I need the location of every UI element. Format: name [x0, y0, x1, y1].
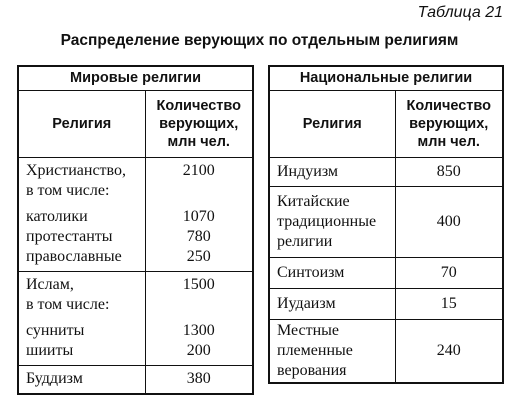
- denomination-count: 250: [186, 247, 211, 265]
- table-caption: Таблица 21: [417, 4, 503, 21]
- table-row: [269, 288, 503, 319]
- religion-name-note: в том числе:: [26, 295, 110, 313]
- national-religions-table: [268, 65, 504, 384]
- denomination-name: католики: [26, 207, 88, 225]
- religion-name: Буддизм: [18, 365, 145, 394]
- religion-name: Иудаизм: [269, 288, 395, 319]
- denomination-count: 780: [186, 227, 211, 245]
- denomination-name: шииты: [26, 341, 74, 359]
- table-row: [269, 319, 503, 383]
- column-header-religion: Религия: [18, 90, 145, 157]
- religion-name: Христианство,: [26, 161, 126, 179]
- believers-count: 70: [395, 257, 503, 288]
- table-row: [269, 157, 503, 186]
- religion-name: Индуизм: [269, 157, 395, 186]
- denomination-count: 200: [186, 341, 211, 359]
- table-row: [269, 186, 503, 257]
- believers-count: 15: [395, 288, 503, 319]
- religion-name: Синтоизм: [269, 257, 395, 288]
- believers-count: 400: [395, 186, 503, 257]
- believers-count: 380: [145, 365, 253, 394]
- believers-count: 2100: [182, 161, 215, 179]
- page-title: Распределение верующих по отдельным религиям: [60, 32, 459, 49]
- religion-name: Ислам,: [26, 275, 74, 293]
- national-religions-heading: Национальные религии: [269, 66, 503, 90]
- religion-cell: [18, 271, 145, 365]
- count-cell: [145, 271, 253, 365]
- religion-cell: [18, 157, 145, 271]
- denomination-name: сунниты: [26, 321, 85, 339]
- world-religions-table: [17, 65, 254, 395]
- religion-name-note: в том числе:: [26, 181, 110, 199]
- believers-count: 240: [395, 319, 503, 383]
- table-row: [18, 271, 253, 365]
- religion-name: Китайские традиционные религии: [269, 186, 395, 257]
- believers-count: 1500: [182, 275, 215, 293]
- believers-count: 850: [395, 157, 503, 186]
- table-row: [18, 365, 253, 394]
- column-header-count: Количество верующих, млн чел.: [395, 90, 503, 157]
- denomination-name: православные: [26, 247, 122, 265]
- table-row: [18, 157, 253, 271]
- world-religions-heading: Мировые религии: [18, 66, 253, 90]
- denomination-count: 1070: [182, 207, 215, 225]
- denomination-name: протестанты: [26, 227, 113, 245]
- count-cell: [145, 157, 253, 271]
- denomination-count: 1300: [182, 321, 215, 339]
- table-row: [269, 257, 503, 288]
- religion-name: Местные племенные верования: [269, 319, 395, 383]
- column-header-religion: Религия: [269, 90, 395, 157]
- column-header-count: Количество верующих, млн чел.: [145, 90, 253, 157]
